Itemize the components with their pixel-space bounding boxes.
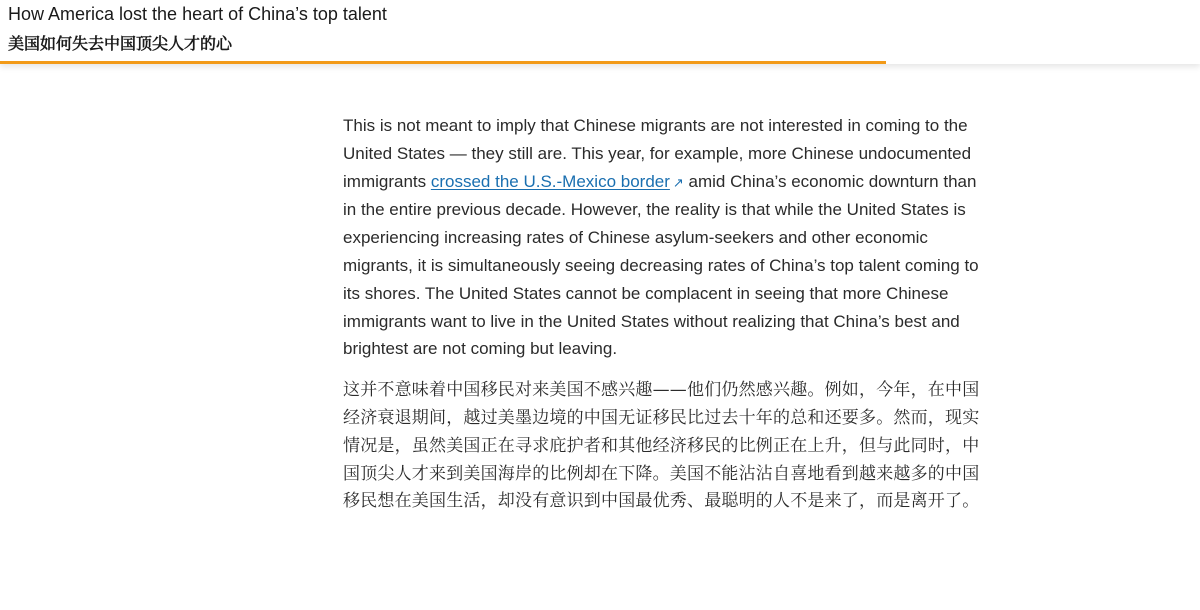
crossed-border-link-text[interactable]: crossed the U.S.-Mexico border [430,171,670,191]
crossed-border-link[interactable] [431,172,684,191]
reading-progress-bar [0,61,1200,64]
paragraph-english-text-before-link: This is not meant to imply that Chinese migrants are not interested in coming to the United States — they still are. This year, for example, more Chinese undocumented immigrants [343,116,972,191]
article-title-chinese: 美国如何失去中国顶尖人才的心 [8,34,233,53]
article-body [343,112,983,516]
article-title-english: How America lost the heart of China’s top talent [8,4,387,24]
paragraph-english-text-after-link: amid China’s economic downturn than in the entire previous decade. However, the reality is that while the United States is experiencing increasing rates of Chinese asylum-seekers and other economic migrants, it is simultaneously seeing decreasing rates of China’s top talent coming to its shores. The United States cannot be complacent in seeing that more Chinese immigrants want to live in the United States without realizing that China’s best and brightest are not coming but leaving. [343,171,979,359]
reading-progress-fill [0,61,886,64]
paragraph-chinese: 这并不意味着中国移民对来美国不感兴趣——他们仍然感兴趣。例如，今年，在中国经济衰退期间，越过美墨边境的中国无证移民比过去十年的总和还要多。然而，现实情况是，虽然美国正在寻求庇护者和其他经济移民的比例正在上升，但与此同时，中国顶尖人才来到美国海岸的比例却在下降。美国不能沾沾自喜地看到越来越多的中国移民想在美国生活，却没有意识到中国最优秀、最聪明的人不是来了，而是离开了。 [343,380,980,512]
paragraph-english [343,112,983,363]
article-header [0,0,1200,64]
external-arrow-icon[interactable]: ↗ [672,174,684,190]
